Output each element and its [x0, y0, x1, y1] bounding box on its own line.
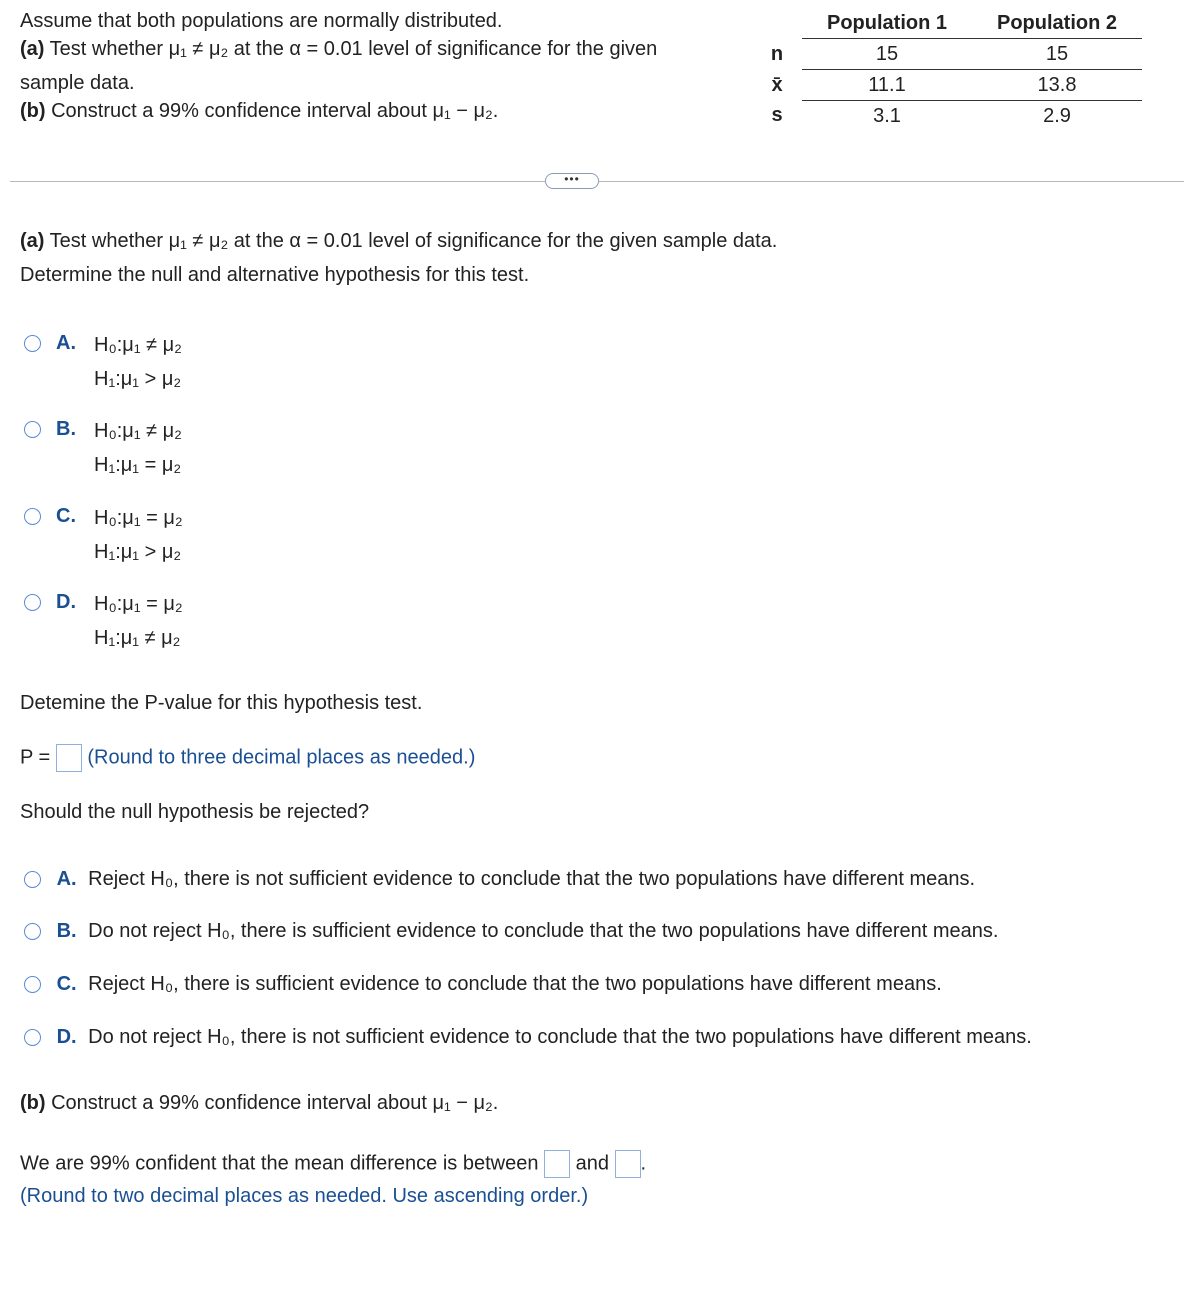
- radio-button[interactable]: [24, 1029, 41, 1046]
- table-row-n: [752, 39, 1142, 70]
- cell-p1: 11.1: [802, 70, 972, 101]
- option-h0: H₀:μ₁ = μ₂: [94, 593, 183, 615]
- part-a-label: (a): [20, 38, 45, 60]
- option-h1: H₁:μ₁ = μ₂: [94, 454, 182, 476]
- radio-button[interactable]: [24, 508, 41, 525]
- option-letter: D.: [56, 591, 76, 613]
- pvalue-hint: (Round to three decimal places as needed.): [87, 746, 476, 769]
- section-b-label: (b): [20, 1092, 46, 1114]
- option-h0: H₀:μ₁ ≠ μ₂: [94, 334, 182, 356]
- header-population-2: Population 2: [997, 11, 1117, 34]
- reject-option-a[interactable]: [24, 868, 975, 891]
- radio-button[interactable]: [24, 335, 41, 352]
- part-a-text: Test whether μ₁ ≠ μ₂ at the α = 0.01 level of significance for the given: [49, 38, 658, 60]
- table-corner: [752, 8, 802, 39]
- ci-lower-input[interactable]: [544, 1150, 570, 1178]
- radio-button[interactable]: [24, 871, 41, 888]
- reject-option-d[interactable]: [24, 1026, 1032, 1049]
- reject-option-b[interactable]: [24, 920, 998, 943]
- option-text: Do not reject H₀, there is not sufficient evidence to conclude that the two populations have different means.: [88, 1026, 1032, 1048]
- ci-hint: (Round to two decimal places as needed. Use ascending order.): [20, 1185, 589, 1207]
- row-label: n: [770, 42, 784, 65]
- option-letter: B.: [56, 920, 77, 942]
- row-label: x̄: [771, 73, 783, 96]
- cell-p1: 15: [802, 39, 972, 70]
- section-a-heading: [20, 230, 777, 253]
- table-row-xbar: [752, 70, 1142, 101]
- cell-p1: 3.1: [802, 101, 972, 132]
- option-letter: A.: [56, 868, 77, 890]
- option-h0: H₀:μ₁ ≠ μ₂: [94, 420, 182, 442]
- option-h0: H₀:μ₁ = μ₂: [94, 507, 183, 529]
- option-text: Reject H₀, there is sufficient evidence to conclude that the two populations have different means.: [88, 973, 942, 995]
- option-text: Reject H₀, there is not sufficient evidence to conclude that the two populations have different means.: [88, 868, 976, 890]
- ci-period: .: [640, 1152, 647, 1175]
- pvalue-input[interactable]: [56, 744, 82, 772]
- option-h1: H₁:μ₁ > μ₂: [94, 368, 182, 390]
- part-a-statement: [20, 38, 657, 61]
- option-letter: B.: [56, 418, 76, 440]
- ci-row: [20, 1150, 646, 1178]
- cell-p2: 15: [972, 39, 1142, 70]
- pvalue-prompt: Detemine the P-value for this hypothesis test.: [20, 692, 423, 714]
- section-a-text: Test whether μ₁ ≠ μ₂ at the α = 0.01 level of significance for the given sample data.: [49, 230, 778, 252]
- part-b-text: Construct a 99% confidence interval about μ₁ − μ₂.: [51, 100, 499, 122]
- option-h1: H₁:μ₁ > μ₂: [94, 541, 182, 563]
- pvalue-row: [20, 744, 475, 772]
- option-h1: H₁:μ₁ ≠ μ₂: [94, 627, 181, 649]
- part-b-statement: [20, 100, 498, 123]
- hypothesis-prompt: Determine the null and alternative hypothesis for this test.: [20, 264, 530, 286]
- radio-button[interactable]: [24, 421, 41, 438]
- table-header-row: [752, 8, 1142, 39]
- section-b-text: Construct a 99% confidence interval about μ₁ − μ₂.: [51, 1092, 499, 1114]
- pvalue-label: P =: [20, 746, 51, 769]
- radio-button[interactable]: [24, 923, 41, 940]
- section-b-heading: [20, 1092, 498, 1115]
- expand-more-button[interactable]: •••: [545, 173, 599, 189]
- table-row-s: [752, 101, 1142, 132]
- cell-p2: 13.8: [972, 70, 1142, 101]
- part-a-continuation: sample data.: [20, 72, 135, 94]
- part-b-label: (b): [20, 100, 46, 122]
- radio-button[interactable]: [24, 976, 41, 993]
- reject-option-c[interactable]: [24, 973, 942, 996]
- radio-button[interactable]: [24, 594, 41, 611]
- reject-prompt: Should the null hypothesis be rejected?: [20, 801, 370, 823]
- option-text: Do not reject H₀, there is sufficient evidence to conclude that the two populations have different means.: [88, 920, 999, 942]
- section-a-label: (a): [20, 230, 45, 252]
- ci-and: and: [575, 1152, 609, 1175]
- ci-upper-input[interactable]: [615, 1150, 641, 1178]
- row-label: s: [771, 104, 783, 127]
- header-population-1: Population 1: [827, 11, 947, 34]
- cell-p2: 2.9: [972, 101, 1142, 132]
- option-letter: C.: [56, 973, 77, 995]
- option-letter: C.: [56, 505, 76, 527]
- intro-text: Assume that both populations are normally distributed.: [20, 10, 503, 32]
- option-letter: D.: [56, 1026, 77, 1048]
- sample-data-table: [752, 8, 1142, 131]
- option-letter: A.: [56, 332, 76, 354]
- ci-prefix: We are 99% confident that the mean difference is between: [20, 1152, 539, 1175]
